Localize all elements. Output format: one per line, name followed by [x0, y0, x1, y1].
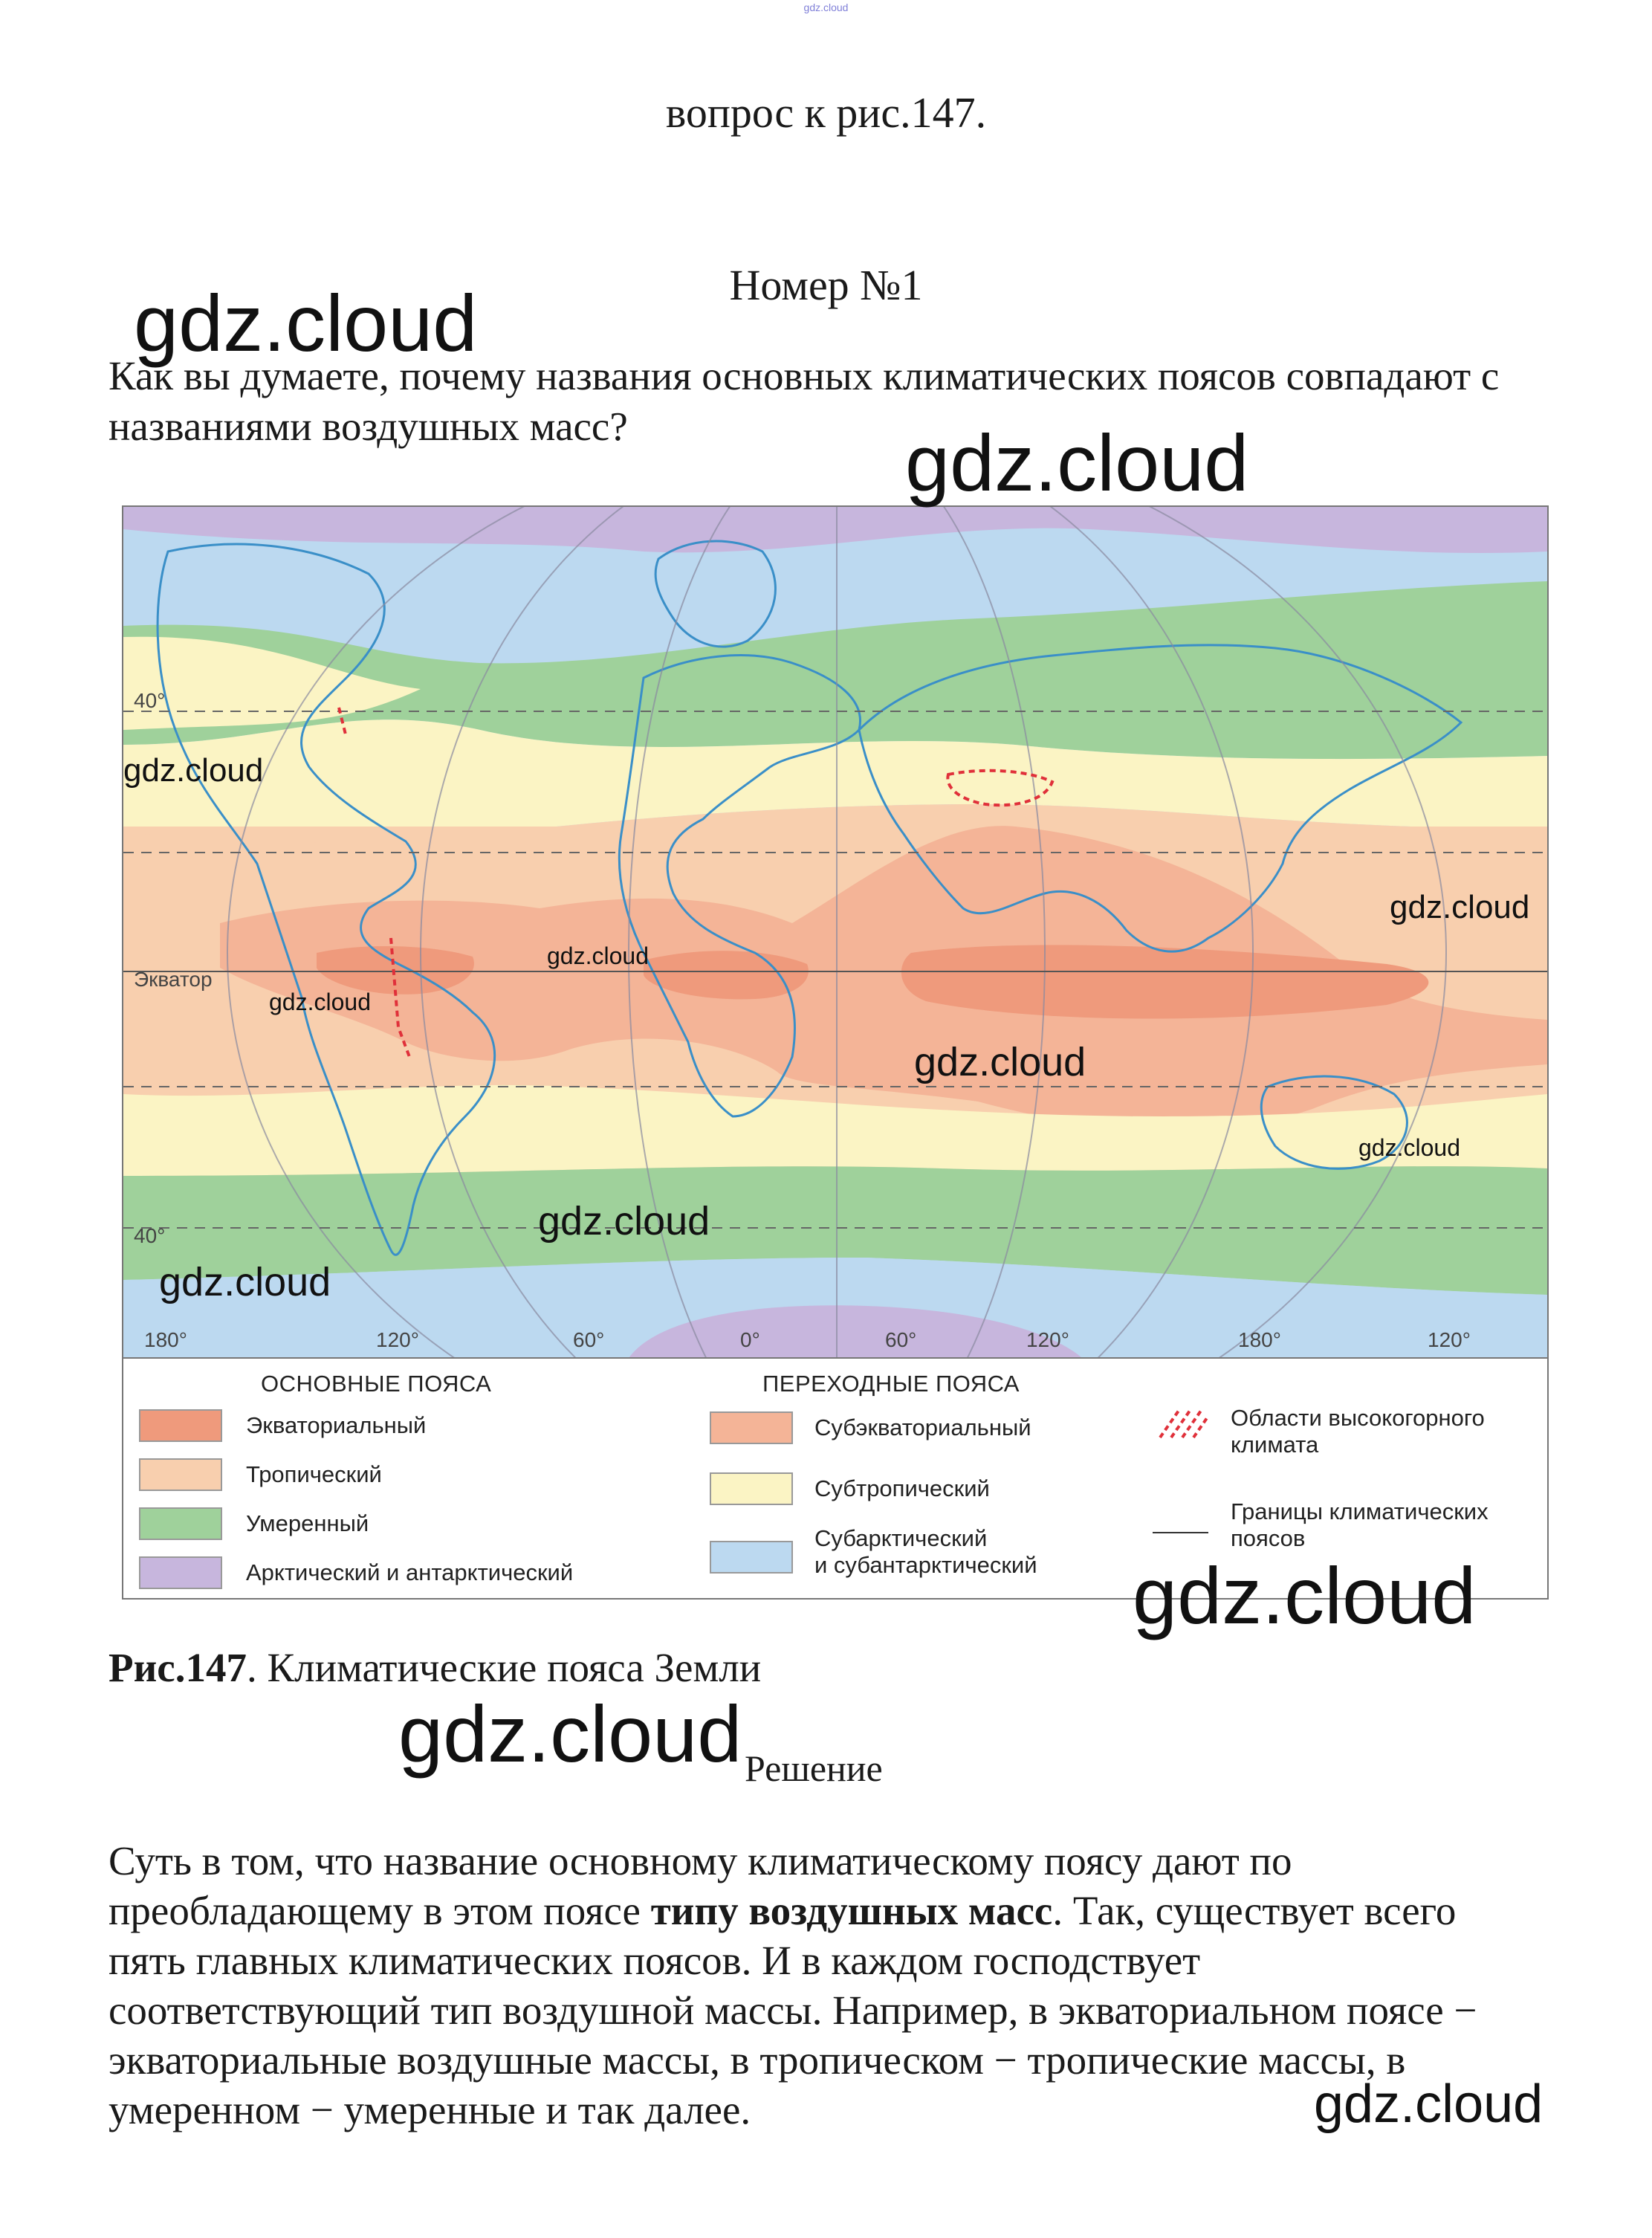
legend-swatch-temperate — [140, 1508, 221, 1539]
legend-label-equatorial: Экваториальный — [246, 1412, 427, 1438]
watermark: gdz.cloud — [905, 418, 1249, 508]
watermark: gdz.cloud — [914, 1040, 1086, 1084]
watermark: gdz.cloud — [159, 1260, 331, 1304]
legend-swatch-arctic — [140, 1557, 221, 1588]
legend-label-temperate: Умеренный — [246, 1510, 369, 1536]
legend-label-subarctic-1: Субарктический — [814, 1525, 988, 1551]
legend-label-subarctic-2: и субантарктический — [814, 1552, 1037, 1578]
legend-label-boundary-1: Границы климатических — [1231, 1498, 1489, 1524]
watermark: gdz.cloud — [269, 989, 371, 1015]
legend-label-highland-2: климата — [1231, 1432, 1319, 1458]
climate-map — [123, 507, 1547, 1598]
legend-swatch-subarctic — [710, 1542, 792, 1573]
lon-label: 180° — [144, 1328, 187, 1351]
legend-label-highland-1: Области высокогорного — [1231, 1405, 1485, 1431]
lon-label: 120° — [1026, 1328, 1069, 1351]
caption-text: . Климатические пояса Земли — [246, 1645, 762, 1690]
lon-label: 120° — [376, 1328, 419, 1351]
watermark: gdz.cloud — [1390, 889, 1530, 925]
lon-label: 120° — [1428, 1328, 1471, 1351]
watermark: gdz.cloud — [123, 752, 264, 789]
watermark: gdz.cloud — [398, 1689, 742, 1779]
question-text: Как вы думаете, почему названия основных климатических поясов совпадают с названиями воздушных масс? — [108, 353, 1500, 449]
legend-swatch-subtropical — [710, 1473, 792, 1504]
legend-label-boundary-2: поясов — [1231, 1525, 1306, 1551]
legend-swatch-subequatorial — [710, 1412, 792, 1443]
watermark: gdz.cloud — [1358, 1134, 1460, 1161]
highland-legend-icon — [1156, 1408, 1208, 1440]
lat-label-40n: 40° — [134, 689, 166, 712]
legend-label-tropical: Тропический — [246, 1461, 382, 1487]
lon-label: 60° — [885, 1328, 917, 1351]
task-number: Номер №1 — [729, 261, 923, 309]
climate-map-figure — [122, 505, 1549, 1600]
legend-label-subtropical: Субтропический — [814, 1475, 990, 1501]
legend-transit-title: ПЕРЕХОДНЫЕ ПОЯСА — [762, 1371, 1020, 1397]
lon-label: 60° — [573, 1328, 605, 1351]
top-watermark: gdz.cloud — [803, 1, 849, 13]
answer-part-1: Суть в том, что название основному климатическому поясу дают по преобладающему в этом поясе — [108, 1838, 1292, 1933]
figure-caption — [108, 1644, 761, 1691]
legend-label-subequatorial: Субэкваториальный — [814, 1414, 1031, 1440]
legend-swatch-equatorial — [140, 1410, 221, 1441]
lat-label-40s: 40° — [134, 1224, 166, 1247]
legend-label-arctic: Арктический и антарктический — [246, 1559, 574, 1585]
answer-part-2: . Так, существует всего пять главных климатических поясов. И в каждом господствует соответствующий тип воздушной массы. Например, в экваториальном поясе − экваториальные воздушные массы, в тропическом − тропические массы, в умеренном − умеренные и так далее. — [108, 1888, 1477, 2132]
legend-swatch-tropical — [140, 1459, 221, 1490]
caption-label: Рис.147 — [108, 1645, 247, 1690]
answer-text — [108, 1836, 1520, 2135]
watermark: gdz.cloud — [538, 1199, 710, 1243]
watermark: gdz.cloud — [547, 942, 649, 969]
question-reference: вопрос к рис.147. — [665, 88, 987, 137]
lon-label: 180° — [1238, 1328, 1281, 1351]
watermark: gdz.cloud — [1133, 1550, 1477, 1640]
solution-heading: Решение — [745, 1747, 883, 1789]
answer-bold: типу воздушных масс — [650, 1888, 1053, 1933]
lon-label: 0° — [740, 1328, 760, 1351]
watermark: gdz.cloud — [1314, 2074, 1544, 2134]
equator-label: Экватор — [134, 968, 213, 991]
legend-main-title: ОСНОВНЫЕ ПОЯСА — [261, 1371, 492, 1397]
watermark: gdz.cloud — [134, 278, 478, 368]
